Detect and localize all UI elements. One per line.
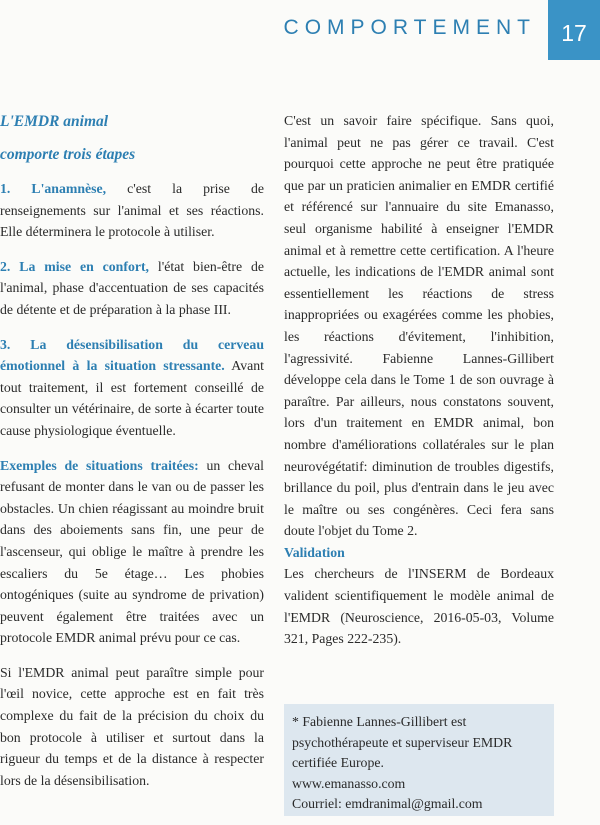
step-3-title: 3. La désensibilisation du cerveau émotionnel à la situation stressante. <box>0 336 264 374</box>
step-2-title: 2. La mise en confort, <box>0 258 150 274</box>
step-2-text: l'état bien-être de l'animal, phase d'accentuation de ses capacités de détente et de préparation à la phase III. <box>0 258 264 317</box>
step-1-title: 1. L'anamnèse, <box>0 181 107 196</box>
examples-title: Exemples de situations traitées: <box>0 457 199 473</box>
step-1-paragraph <box>0 178 264 243</box>
email-contact[interactable]: Courriel: emdranimal@gmail.com <box>292 796 483 811</box>
author-note: * Fabienne Lannes-Gillibert est psychothérapeute et superviseur EMDR certifiée Europe. <box>292 714 513 770</box>
simple-paragraph: Si l'EMDR animal peut paraître simple pour l'œil novice, cette approche est en fait très complexe du fait de la précision du choix du bon protocole à utiliser et surtout dans la rigueur du temps et de la distance à respecter lors de la désensibilisation. <box>0 664 264 788</box>
section-header: COMPORTEMENT <box>283 16 536 39</box>
article-heading-line1: L'EMDR animal <box>0 113 109 130</box>
step-3-text: Avant tout traitement, il est fortement conseillé de consulter un vétérinaire, de sorte à écarter toute cause physiologique éventuelle. <box>0 358 264 438</box>
article-heading-line2: comporte trois étapes <box>0 146 136 163</box>
examples-text: un cheval refusant de monter dans le van ou de passer les obstacles. Un chien réagissant au moindre bruit dans des aboiements sans fin, une peur de l'ascenseur, qui oblige le maître à prendre les escaliers du 5e étage… Les phobies ontogéniques (suite au syndrome de privation) peuvent également être traitées avec un protocole EMDR animal prévu pour ce cas. <box>0 457 265 646</box>
step-1-text: c'est la prise de renseignements sur l'animal et ses réactions. Elle déterminera le protocole à utiliser. <box>0 181 264 240</box>
website-link[interactable]: www.emanasso.com <box>292 775 406 791</box>
step-3-paragraph <box>0 334 264 442</box>
validation-text: Les chercheurs de l'INSERM de Bordeaux valident scientifiquement le modèle animal de l'EMDR (Neuroscience, 2016-05-03, Volume 321, Pages 222-235). <box>284 566 554 647</box>
right-paragraph-1: C'est un savoir faire spécifique. Sans quoi, l'animal peut ne pas gérer ce travail. C'est pourquoi cette approche ne peut être pratiquée que par un praticien animalier en EMDR certifié et référencé sur l'annuaire du site Emanasso, seul organisme habilité à enseigner l'EMDR animal et à remettre cette certification. A l'heure actuelle, les indications de l'EMDR animal sont essentiellement les réactions de stress inappropriées ou exagérées comme les phobies, les réactions d'évitement, l'inhibition, l'agressivité. Fabienne Lannes-Gillibert développe cela dans le Tome 1 de son ouvrage à paraître. Par ailleurs, nous constatons souvent, lors d'un traitement en EMDR animal, bon nombre d'améliorations collatérales sur le plan neurovégétatif: diminution de troubles digestifs, brillance du poil, plus d'entrain dans le jeu avec le maître ou ses congénères. Ceci fera sans doute l'objet du Tome 2. <box>284 113 554 539</box>
validation-title: Validation <box>284 544 345 560</box>
examples-paragraph <box>0 455 264 649</box>
page-number: 17 <box>548 0 600 60</box>
step-2-paragraph <box>0 256 264 321</box>
left-column <box>0 112 264 791</box>
right-column <box>284 110 554 650</box>
author-info-box <box>284 704 554 816</box>
